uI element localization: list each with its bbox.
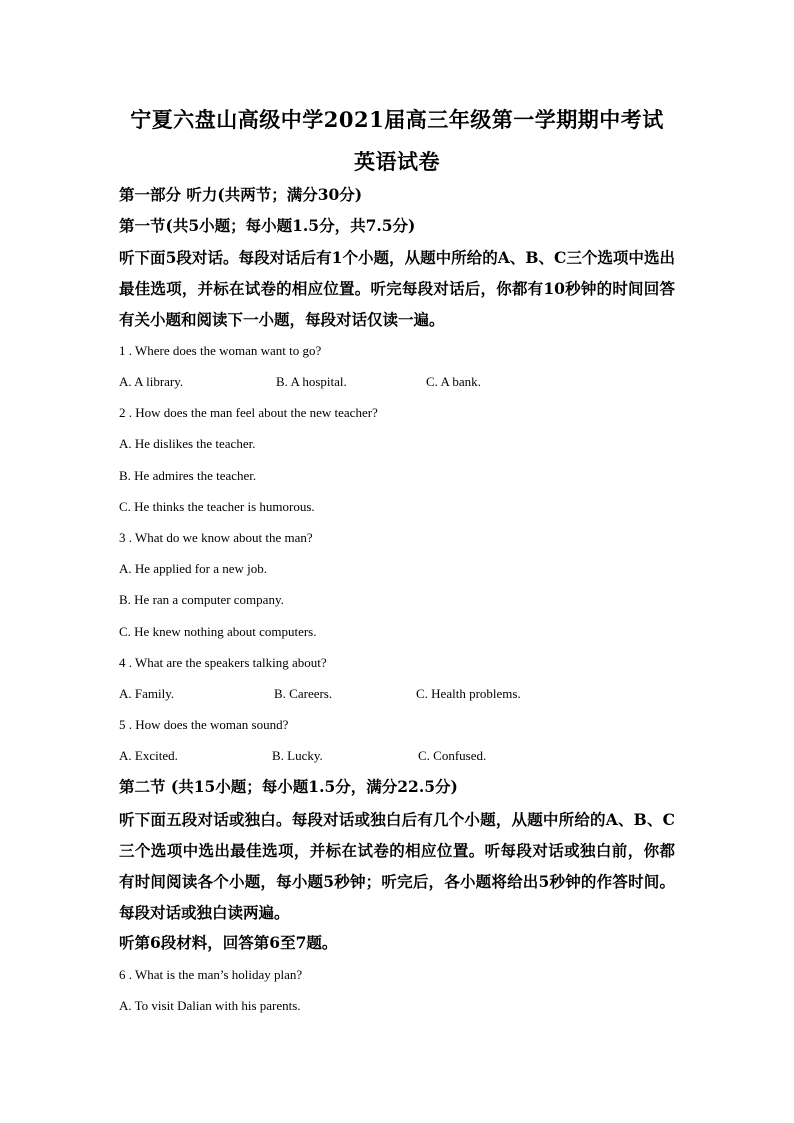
q1-option-a: A. A library. — [119, 374, 184, 389]
exam-subtitle: 英语试卷 — [354, 149, 440, 174]
q5-option-a: A. Excited. — [119, 748, 178, 763]
q6-option-a: A. To visit Dalian with his parents. — [119, 998, 301, 1013]
section1-instructions: 听下面5段对话。每段对话后有1个小题，从题中所给的A、B、C三个选项中选出最佳选项，并标在试卷的相应位置。听完每段对话后，你都有10秒钟的时间回答有关小题和阅读下一小题，每段对话仅读一遍。 — [119, 248, 675, 329]
q1-option-c: C. A bank. — [426, 374, 481, 389]
question-6: 6 . What is the man’s holiday plan? — [119, 967, 303, 982]
q2-option-b: B. He admires the teacher. — [119, 468, 257, 483]
part1-heading: 第一部分 听力(共两节；满分30分) — [119, 185, 363, 204]
q4-option-c: C. Health problems. — [416, 686, 521, 701]
q4-option-a: A. Family. — [119, 686, 175, 701]
q2-option-a: A. He dislikes the teacher. — [119, 436, 256, 451]
question-1: 1 . Where does the woman want to go? — [119, 343, 322, 358]
question-2: 2 . How does the man feel about the new teacher? — [119, 405, 378, 420]
q4-option-b: B. Careers. — [274, 686, 333, 701]
q5-option-c: C. Confused. — [418, 748, 487, 763]
q3-option-c: C. He knew nothing about computers. — [119, 624, 317, 639]
question-3: 3 . What do we know about the man? — [119, 530, 313, 545]
q5-option-b: B. Lucky. — [272, 748, 323, 763]
question-5: 5 . How does the woman sound? — [119, 717, 289, 732]
question-4: 4 . What are the speakers talking about? — [119, 655, 327, 670]
q3-option-a: A. He applied for a new job. — [119, 561, 268, 576]
exam-title: 宁夏六盘山高级中学2021届高三年级第一学期期中考试 — [130, 107, 664, 132]
section1-heading: 第一节(共5小题；每小题1.5分，共7.5分) — [119, 216, 416, 235]
section2-instructions: 听下面五段对话或独白。每段对话或独白后有几个小题，从题中所给的A、B、C三个选项中选出最佳选项，并标在试卷的相应位置。听每段对话或独白前，你都有时间阅读各个小题，每小题5秒钟；听完后，各小题将给出5秒钟的作答时间。每段对话或独白读两遍。 — [119, 810, 675, 922]
q3-option-b: B. He ran a computer company. — [119, 592, 284, 607]
q2-option-c: C. He thinks the teacher is humorous. — [119, 499, 315, 514]
material6-heading: 听第6段材料，回答第6至7题。 — [119, 933, 338, 952]
section2-heading: 第二节 (共15小题；每小题1.5分，满分22.5分) — [119, 777, 458, 796]
q1-option-b: B. A hospital. — [276, 374, 347, 389]
